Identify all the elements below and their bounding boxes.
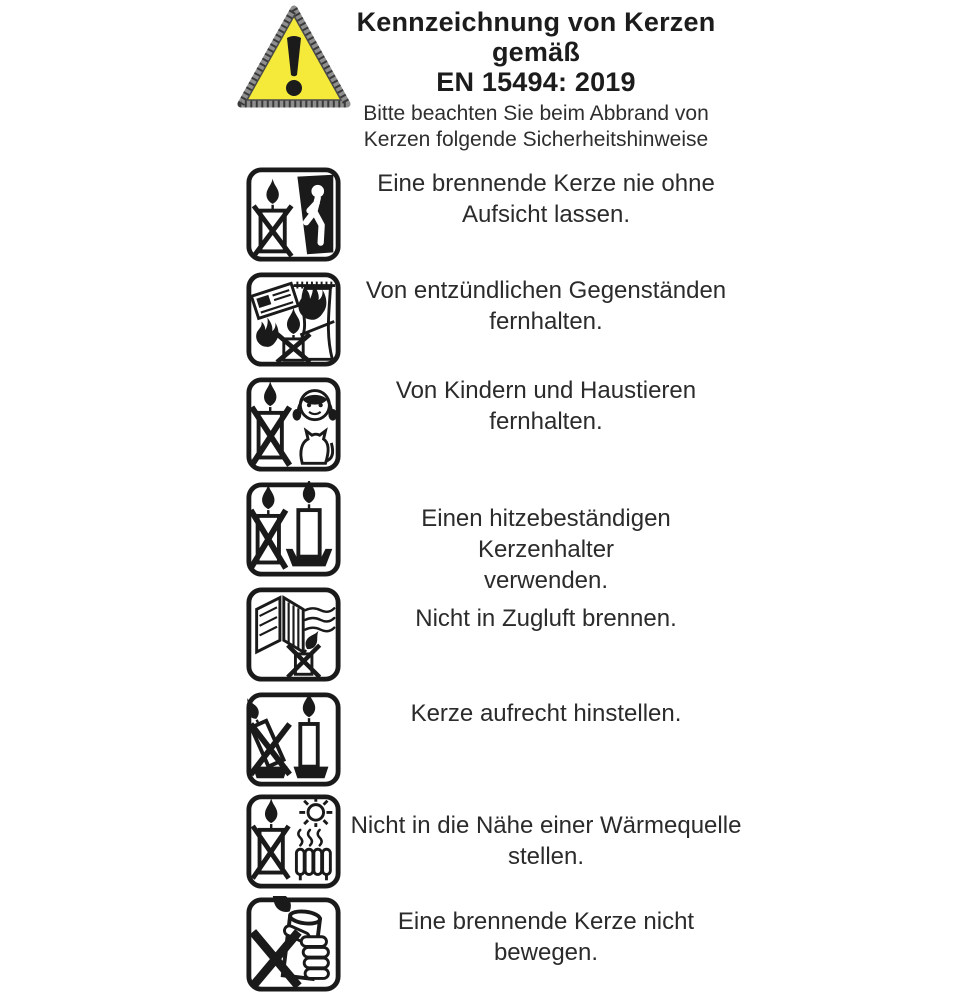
no-heat-source-icon xyxy=(245,793,342,890)
safety-text-line: fernhalten. xyxy=(489,408,603,435)
safety-text-line: Von entzündlichen Gegenständen xyxy=(365,277,727,304)
safety-text-line: Nicht in Zugluft brennen. xyxy=(415,605,677,632)
header-text xyxy=(333,7,739,153)
safety-text-line: bewegen. xyxy=(493,939,599,966)
label-title-line2: EN 15494: 2019 xyxy=(436,67,636,97)
no-draft-icon xyxy=(245,586,342,683)
safety-text-line: Einen hitzebeständigen Kerzenhalter xyxy=(421,505,671,563)
safety-text-line: Eine brennende Kerze nicht xyxy=(397,908,695,935)
heat-resistant-holder-icon xyxy=(245,481,342,578)
safety-row-children-pets xyxy=(0,376,970,473)
burning-candle-unattended-icon xyxy=(245,166,342,263)
safety-text-line: Kerze aufrecht hinstellen. xyxy=(410,700,682,727)
label-subtitle-line1: Bitte beachten Sie beim Abbrand von xyxy=(363,102,709,125)
safety-row-draft xyxy=(0,586,970,683)
safety-text-line: verwenden. xyxy=(483,567,609,594)
do-not-move-burning-candle-icon xyxy=(245,896,342,993)
safety-row-unattended xyxy=(0,166,970,263)
candle-upright-icon xyxy=(245,691,342,788)
label-title-line1: Kennzeichnung von Kerzen gemäß xyxy=(356,7,716,67)
safety-row-heat-source xyxy=(0,793,970,890)
children-and-pets-icon xyxy=(245,376,342,473)
safety-row-flammable xyxy=(0,271,970,368)
safety-text-line: Eine brennende Kerze nie ohne xyxy=(377,170,715,197)
safety-row-holder xyxy=(0,481,970,594)
safety-text-line: fernhalten. xyxy=(489,308,603,335)
safety-text-line: Von Kindern und Haustieren xyxy=(395,377,697,404)
safety-text-line: Nicht in die Nähe einer Wärmequelle xyxy=(350,812,742,839)
safety-text-line: stellen. xyxy=(507,843,585,870)
flammable-objects-icon xyxy=(245,271,342,368)
safety-text-line: Aufsicht lassen. xyxy=(461,201,631,228)
safety-row-upright xyxy=(0,691,970,788)
label-subtitle-line2: Kerzen folgende Sicherheitshinweise xyxy=(363,128,709,151)
safety-row-do-not-move xyxy=(0,896,970,993)
